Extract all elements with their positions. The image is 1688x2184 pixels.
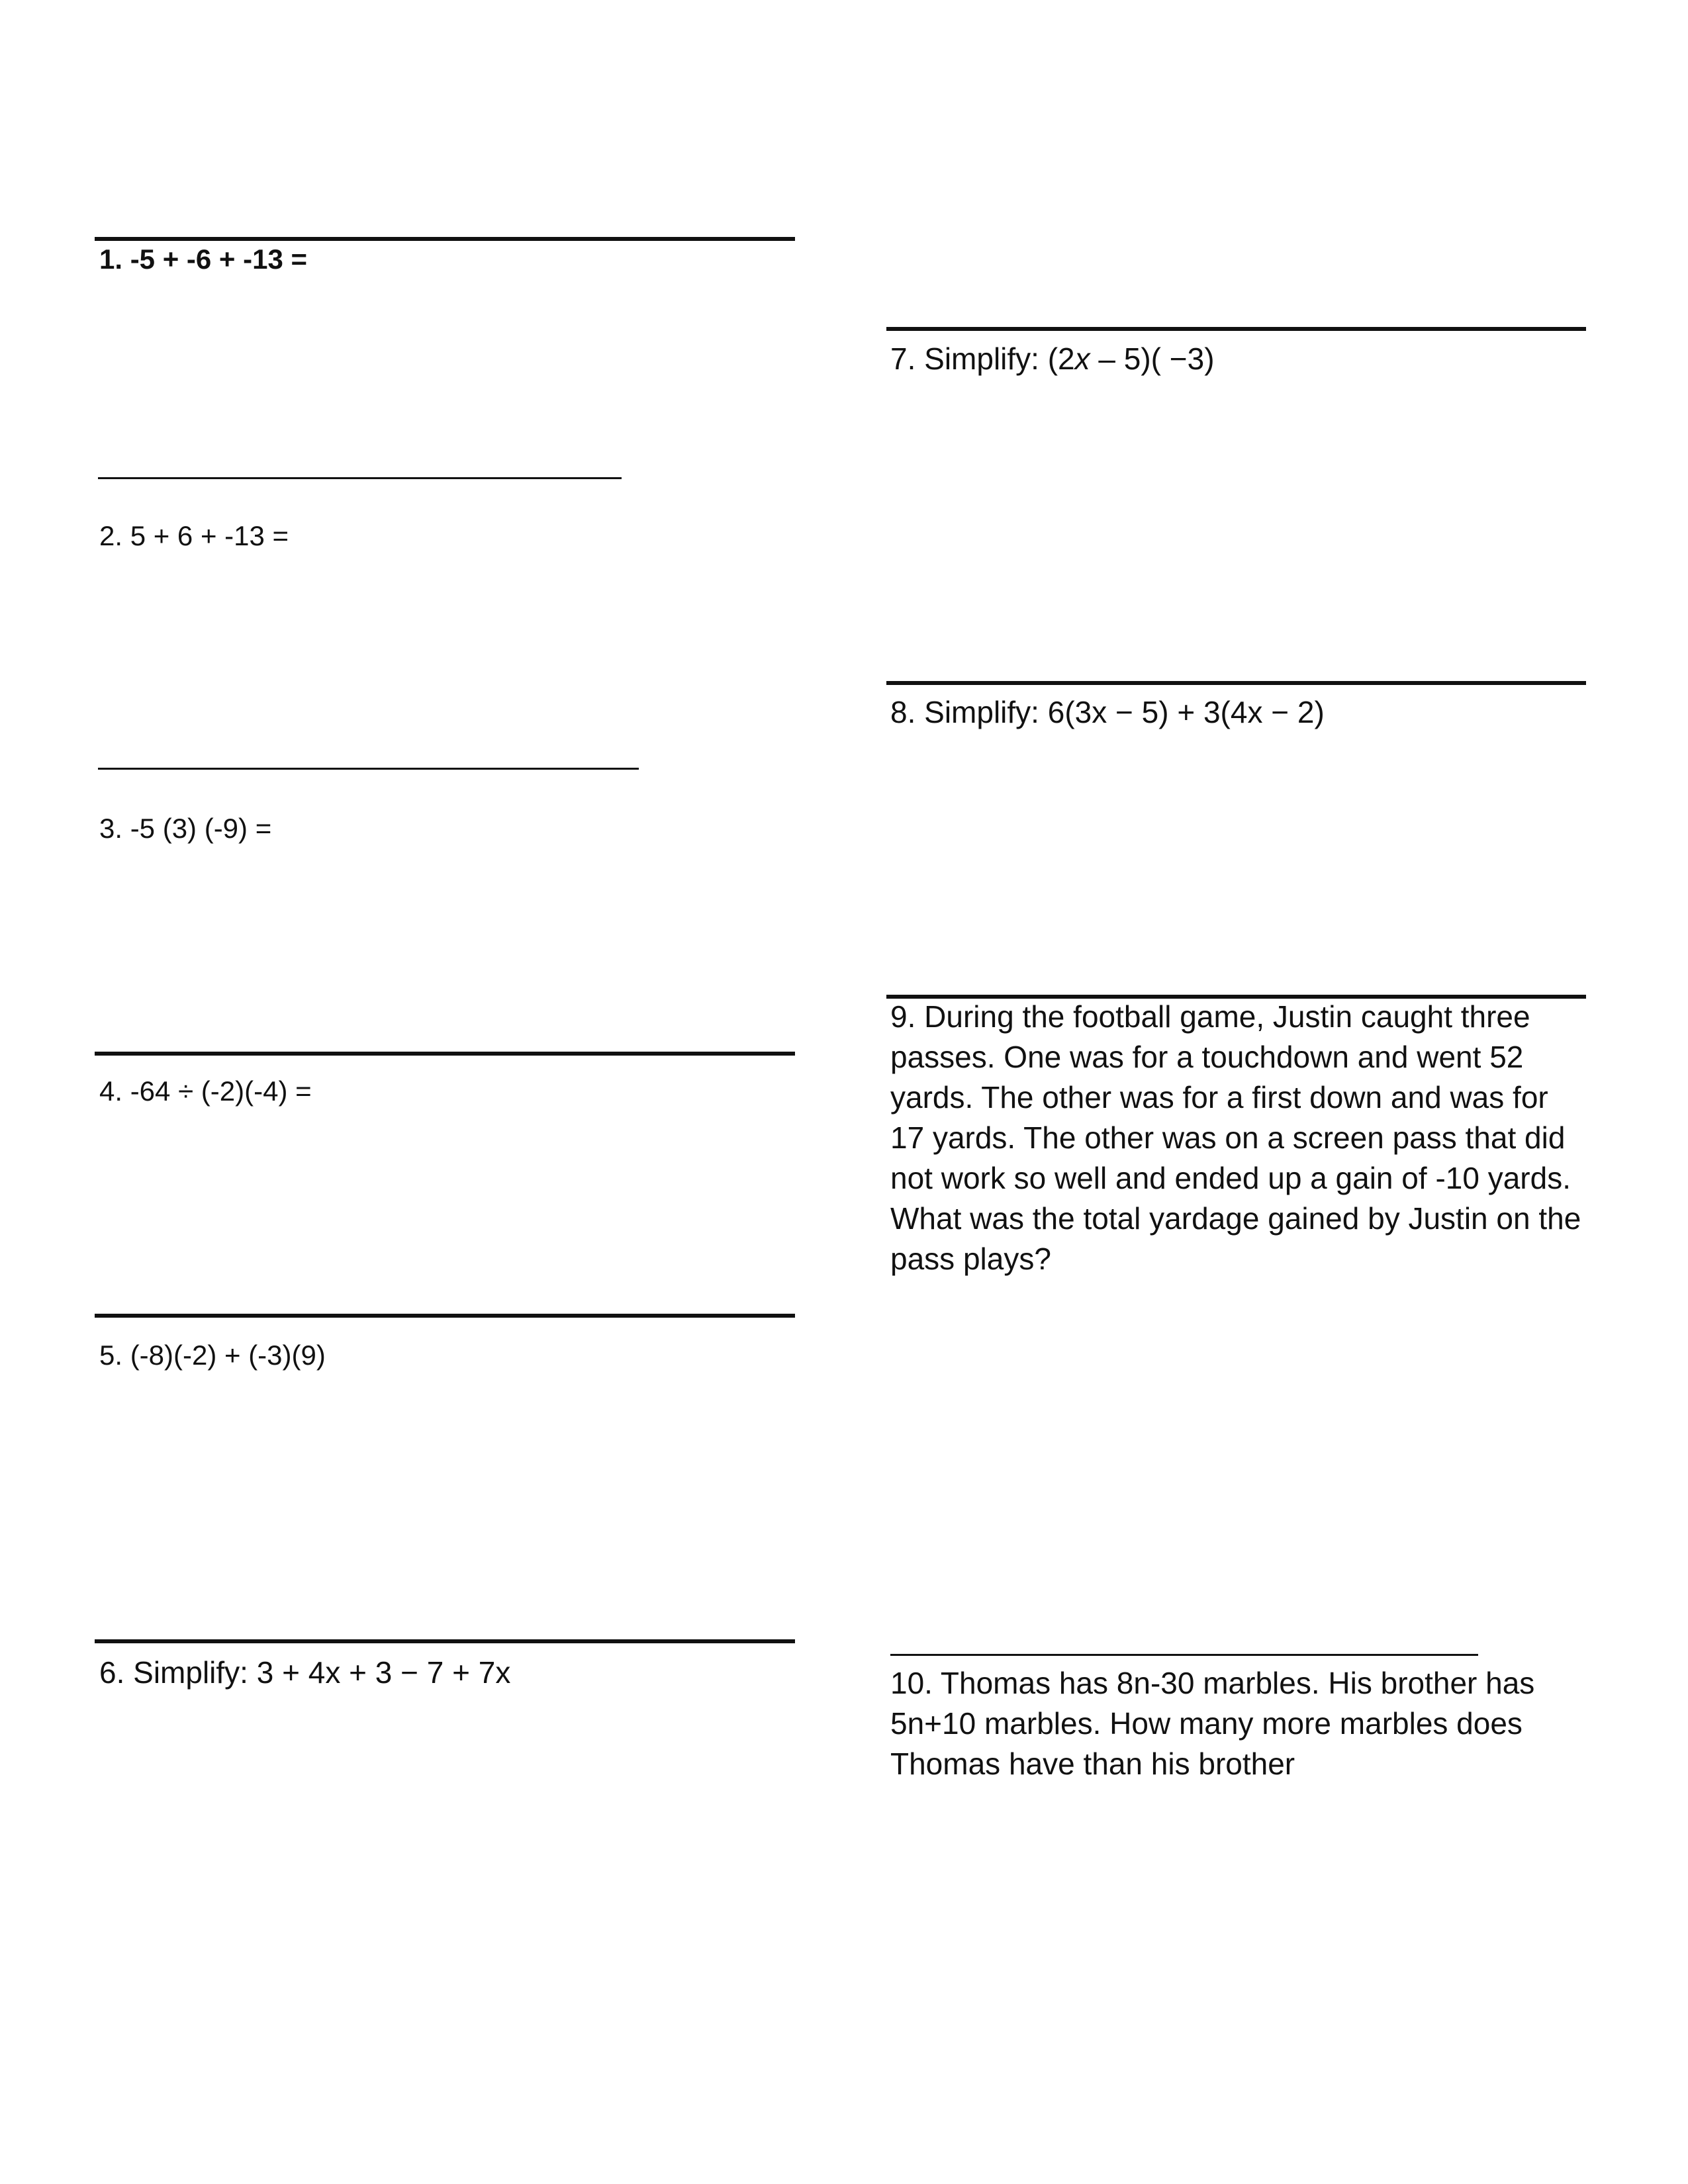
answer-line-10 <box>890 1654 1478 1656</box>
question-7 <box>890 339 1215 379</box>
question-7-text-after: – 5)( −3) <box>1090 341 1215 376</box>
question-8 <box>890 692 1325 733</box>
question-3-number: 3. <box>99 813 123 844</box>
question-7-variable: x <box>1074 341 1090 376</box>
question-7-text-before: Simplify: (2 <box>915 341 1075 376</box>
question-6-number: 6. <box>99 1655 125 1690</box>
question-6 <box>99 1653 510 1693</box>
question-7-number: 7. <box>890 341 916 376</box>
question-4 <box>99 1071 312 1111</box>
question-1 <box>99 240 307 279</box>
answer-line-3 <box>98 768 639 770</box>
question-8-number: 8. <box>890 695 916 729</box>
question-10 <box>890 1663 1585 1784</box>
answer-line-2 <box>98 477 622 479</box>
question-8-text: Simplify: 6(3x − 5) + 3(4x − 2) <box>915 695 1325 729</box>
question-1-text: -5 + -6 + -13 = <box>122 244 308 275</box>
question-3-text: -5 (3) (-9) = <box>122 813 272 844</box>
answer-line-4 <box>95 1052 795 1056</box>
question-9-number: 9. <box>890 999 916 1034</box>
answer-line-6 <box>95 1639 795 1643</box>
question-6-text: Simplify: 3 + 4x + 3 − 7 + 7x <box>124 1655 511 1690</box>
question-5 <box>99 1336 326 1375</box>
question-3 <box>99 809 271 848</box>
question-10-text: Thomas has 8n-30 marbles. His brother has 5n+10 marbles. How many more marbles does Thomas have than his brother <box>890 1666 1535 1781</box>
question-5-text: (-8)(-2) + (-3)(9) <box>122 1340 326 1371</box>
question-9 <box>890 997 1585 1279</box>
question-4-text: -64 ÷ (-2)(-4) = <box>122 1075 312 1107</box>
question-10-number: 10. <box>890 1666 933 1700</box>
question-2-text: 5 + 6 + -13 = <box>122 520 289 551</box>
question-9-text: During the football game, Justin caught three passes. One was for a touchdown and went 52 yards. The other was for a first down and was for 17 yards. The other was on a screen pass that did not work so well and ended up a gain of -10 yards. What was the total yardage gained by Justin on the pass plays? <box>890 999 1581 1276</box>
question-4-number: 4. <box>99 1075 123 1107</box>
question-1-number: 1. <box>99 244 123 275</box>
question-2-number: 2. <box>99 520 123 551</box>
answer-line-8 <box>886 681 1586 685</box>
question-5-number: 5. <box>99 1340 123 1371</box>
question-2 <box>99 516 289 556</box>
answer-line-7 <box>886 327 1586 331</box>
answer-line-5 <box>95 1314 795 1318</box>
